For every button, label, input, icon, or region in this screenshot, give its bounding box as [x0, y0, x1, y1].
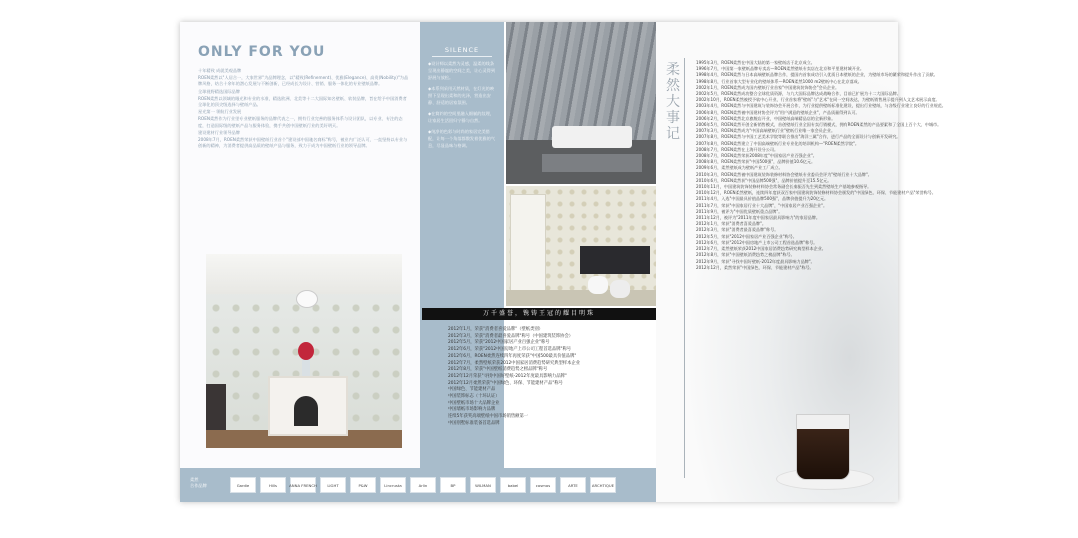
brochure-spread [180, 22, 946, 502]
award-item: 中国墙纸市场影响力品牌 [448, 407, 496, 413]
brand-logo: LIGHT [320, 477, 346, 493]
brand-logo: Gardie [230, 477, 256, 493]
white-sofa-shape [552, 126, 632, 148]
award-item: 2012年8月，荣获"中国壁纸消费趋势之榜品牌"称号 [448, 367, 548, 373]
coffee-cup-shape [796, 414, 850, 480]
partner-brands-bar [180, 468, 656, 502]
intro-paragraph: 2008年7月，ROEN柔然荣获中国壁纸行业首个"建设部中国驰名商标"称号，被业内广泛认可，一直坚持以专业与创新的精神，为消费者提供高品质的壁纸产品与服务，致力于成为中国壁纸行业的领导品牌。 [198, 137, 408, 149]
intro-paragraph: ROEN柔然以"人居合一，大家世界"为品牌理念，以"精致(Refinement)、优雅(Elegance)、高贵(Nobility)"为品牌风格，结合十余年的潜心发展与不断创新，已经成长为设计、营销、服务一体化的专业壁纸品牌。 [198, 75, 409, 87]
silence-title: SILENCE [444, 46, 480, 54]
brand-logo: BP [440, 477, 466, 493]
brand-logo: WILMAN [470, 477, 496, 493]
chronicle-entry: 2012年9月，荣获"寻找中国好壁纸-2012年度最具影响力品牌"。 [696, 258, 815, 264]
silence-paragraph: ◆在简约的空间里融入细腻的纹理，让家居生活回归宁静与自然。 [428, 111, 495, 123]
chronicle-list [696, 60, 946, 271]
chronicle-entry: 2010年6月，ROEN柔然获"中国品牌500强"，品牌价值提升至15.5亿元。 [696, 177, 832, 183]
chronicle-entry: 2012年3月，荣获"消费者最喜爱品牌"称号。 [696, 227, 779, 233]
award-item: 中国壁纸市场十大品牌企业 [448, 400, 500, 406]
sofa-room-photo [506, 22, 656, 184]
honors-banner: 万千盛誉，镌铸王冠的耀目明珠 [422, 308, 656, 320]
chronicle-entry: 2006年8月，ROEN柔然被中国建材协会评为"用户满意的壁纸企业"，产品质量得到认可。 [696, 109, 860, 115]
brand-logo: cosmos [530, 477, 556, 493]
chronicle-entry: 2012年7月，柔然壁纸荣获2012中国家居消费趋势研究典型样本企业。 [696, 246, 826, 252]
award-item: 中国装饰标志（十环认证） [448, 394, 500, 400]
award-item: 中国绿色、节能建材产品 [448, 387, 496, 393]
chronicle-entry: 2002年5月，ROEN柔然成功整合全球优质资源，与九大国际品牌达成战略合作，目前已扩展为十二大国际品牌。 [696, 91, 901, 97]
dark-sofa-shape [580, 246, 650, 274]
chronicle-entry: 2008年8月，ROEN柔然荣获"中国500强"，品牌价值10.6亿元。 [696, 159, 816, 165]
chronicle-entry: 2008年7月，ROEN柔然荣获2008年度"中国家居产业百强企业"。 [696, 153, 817, 159]
chronicle-entry: 2007年3月，ROEN柔然成为"中国高端壁纸行业"壁纸行业唯一家会员企业。 [696, 128, 836, 134]
award-item: 连续5年获奖高端壁纸中国市场销售额第一 [448, 414, 529, 420]
intro-paragraph: 星光第一 领航行业发展 [198, 109, 242, 115]
silence-paragraph: ◆纯净的色彩与时尚的家居完美搭配，让每一个角落都散发着优雅的气息，尽显品味与格调。 [428, 129, 496, 148]
intro-text [198, 68, 410, 150]
award-item: 2012年3月，荣获"消费者最喜爱品牌"称号（中国建筑装饰协会） [448, 333, 574, 339]
left-page [180, 22, 420, 468]
award-item: 2012年5月，荣获"2012中国家居产业百强企业"称号 [448, 340, 550, 346]
brand-logo: P&W [350, 477, 376, 493]
award-item: 2012年7月，柔然壁纸荣获2012中国家居消费趋势研究典型样本企业 [448, 360, 581, 366]
award-item: 2012年12月荣获"寻找中国好壁纸-2012年度最具影响力品牌" [448, 373, 567, 379]
chronicle-entry: 2002年1月，ROEN柔然成为国内壁纸行业首家"中国建筑装饰协会"会员企业。 [696, 84, 840, 90]
intro-paragraph: 十年精致 成就美观品牌 [198, 68, 242, 73]
chronicle-entry: 2011年7月，荣获"中国家居行业十大品牌"，"中国家居产业百强企业"。 [696, 202, 828, 208]
silence-paragraph: ◆设计师以柔然为灵感，温柔的线条呈现出静谧的空间之美，让心灵得到舒展与放松。 [428, 61, 496, 80]
brand-logo: ARTE [560, 477, 586, 493]
award-item: 中国别墅标准装备首选品牌 [448, 420, 500, 426]
intro-paragraph: ROEN柔然以领域的眼光和专业的水准，精选欧洲、北美等十二大国际知名壁纸、软装品牌，旨在给予中国消费者全球化的顶尖级选择与壁纸产品。 [198, 95, 407, 108]
chronicle-entry: 2009年6月，柔然壁纸成为壁纸产业工厂成立。 [696, 165, 783, 171]
brand-logo: babel [500, 477, 526, 493]
fireplace-room-photo [206, 254, 402, 448]
award-item: 2012年12月柔然荣获"中国绿色、环保、节能建材产品"称号 [448, 380, 563, 386]
chronicle-entry: 2011年9月，被评为"中国优质壁纸重点品牌"。 [696, 208, 783, 214]
brand-logo: Hills [260, 477, 286, 493]
silence-paragraph: ◆本系列采用天然材质，在灯光的映照下呈现出柔和的光泽，营造出安静、舒适的居家氛围。 [428, 86, 495, 105]
chronicle-entry: 2012年8月，荣获"中国壁纸消费趋势之榜品牌"称号。 [696, 252, 795, 258]
chronicle-entry: 2006年5月，ROEN柔然开创全新销售模式，首创壁纸行业全国专卖行销模式，拥有ROEN柔然的产品要素和了全国上百个大、中城市。 [696, 122, 942, 128]
brand-logo: ARCHTIQUE [590, 477, 616, 493]
chronicle-entry: 1996年7月，中国第一家壁纸品牌专卖店—ROEN柔然壁纸专卖店在北京和平里建材城开业。 [696, 66, 865, 72]
partner-label: 柔然 合作品牌 [190, 477, 207, 488]
chronicle-entry: 2012年5月，荣获"2012中国家居产业百强企业"称号。 [696, 233, 797, 239]
silence-text [428, 60, 498, 153]
right-page [656, 22, 946, 502]
lounge-room-photo [506, 186, 656, 306]
chronicle-entry: 2008年7月，ROEN柔然在上海开设分公司。 [696, 146, 779, 152]
chronicle-entry: 2012年1月，荣获"消费者喜爱品牌"。 [696, 221, 767, 227]
partner-logos [230, 476, 650, 494]
intro-paragraph: ROEN柔然作为行业里专业壁纸服务的品牌代表之一，拥有行业完善的服务体系与设计团队，以专业、专注的态度，打造国际级的壁纸产品与服务体验，携手共创中国壁纸行业的美好明天。 [198, 116, 403, 128]
chandelier-shape [296, 290, 318, 308]
chronicle-title: 柔然大事记 [666, 62, 680, 142]
brand-logo: Lincrusta [380, 477, 406, 493]
chronicle-entry: 1995年3月，ROEN柔然在中国大陆的第一家壁纸店于北京成立。 [696, 60, 815, 65]
chronicle-entry: 2006年2月，ROEN柔然北京旗舰店开业，中国壁纸高端精品店的全新形象。 [696, 115, 836, 121]
chronicle-entry: 2011年4月，入选"中国最具价值品牌500强"，品牌价值提升为20亿元。 [696, 196, 829, 202]
intro-paragraph: 全球视野精选国际品牌 [198, 88, 240, 94]
chronicle-entry: 2010年3月，ROEN柔然被中国建筑装饰装修材料协会壁纸专业委员会评为"壁纸行业十大品牌"。 [696, 171, 872, 177]
chronicle-entry: 2012年6月，荣获"2012中国房地产上市公司工程首选品牌"称号。 [696, 239, 818, 245]
award-item: 2012年6月，ROEN柔然连续四年再度荣获"中国500最具价值品牌" [448, 353, 577, 359]
chronicle-entry: 2011年12月，被评为"2011年度中国家居最具影响力"的家居品牌。 [696, 215, 820, 221]
brand-logo: ANNA FRENCH [290, 477, 316, 493]
awards-list [448, 327, 658, 428]
red-flower-shape [298, 342, 314, 360]
chronicle-entry: 2007年8月，ROEN柔然与中国工艺美术学院等联合推出"海洋三属"合作，进行产品的全面设计与创新开发研究。 [696, 134, 901, 140]
chronicle-entry: 1998年8月，行业首家大型专业化的壁纸体系—ROEN柔然1000 m2壁纸中心在北京落成。 [696, 78, 862, 84]
award-item: 2012年1月，荣获"消费者喜爱品牌"（壁纸类别） [448, 327, 543, 332]
chronicle-entry: 2010年11月，中国建筑装饰装修材料协会常务副会长秦振吾先生到柔然壁纸生产基地参观指导。 [696, 184, 872, 190]
intro-paragraph: 建设建材行业领导品牌 [198, 129, 240, 135]
chronicle-entry: 2010年12月，ROEN柔然壁纸，连续四年度获双百家中国建筑装饰装修材料协会颁发的"中国绿色、环保、节能建材产品"荣誉称号。 [696, 190, 936, 196]
page-title: ONLY FOR YOU [198, 44, 326, 60]
chronicle-entry: 1998年4月，ROEN柔然与日本高端壁纸品牌合作，提国内首家成功引入优质日本壁纸的企业，为壁纸市场的繁荣和提升作出了贡献。 [696, 72, 938, 78]
chronicle-entry: 2007年8月，ROEN柔然建立了中国高端壁纸行业专业化的培训机构—"ROEN柔然学院"。 [696, 140, 860, 146]
chronicle-entry: 2003年4月，ROEN柔然与中国建筑与装饰协会开展合作，为行业提供壁纸标准化建设，提出行业壁纸，与各级行业建立良好的行业规范。 [696, 103, 946, 109]
chronicle-entry: 2012年12月，柔然荣获"中国绿色、环保、节能建材产品"称号。 [696, 264, 814, 270]
award-item: 2012年6月，荣获"2012中国房地产上市公司工程首选品牌"称号 [448, 347, 572, 353]
brand-logo: Arlin [410, 477, 436, 493]
chronicle-entry: 2002年10月，ROEN柔然被授予软中心开业，行业首家将"壁纸"与"艺术"在同一空间表达，为壁纸销售展示提升到人文艺术展示高度。 [696, 97, 940, 103]
